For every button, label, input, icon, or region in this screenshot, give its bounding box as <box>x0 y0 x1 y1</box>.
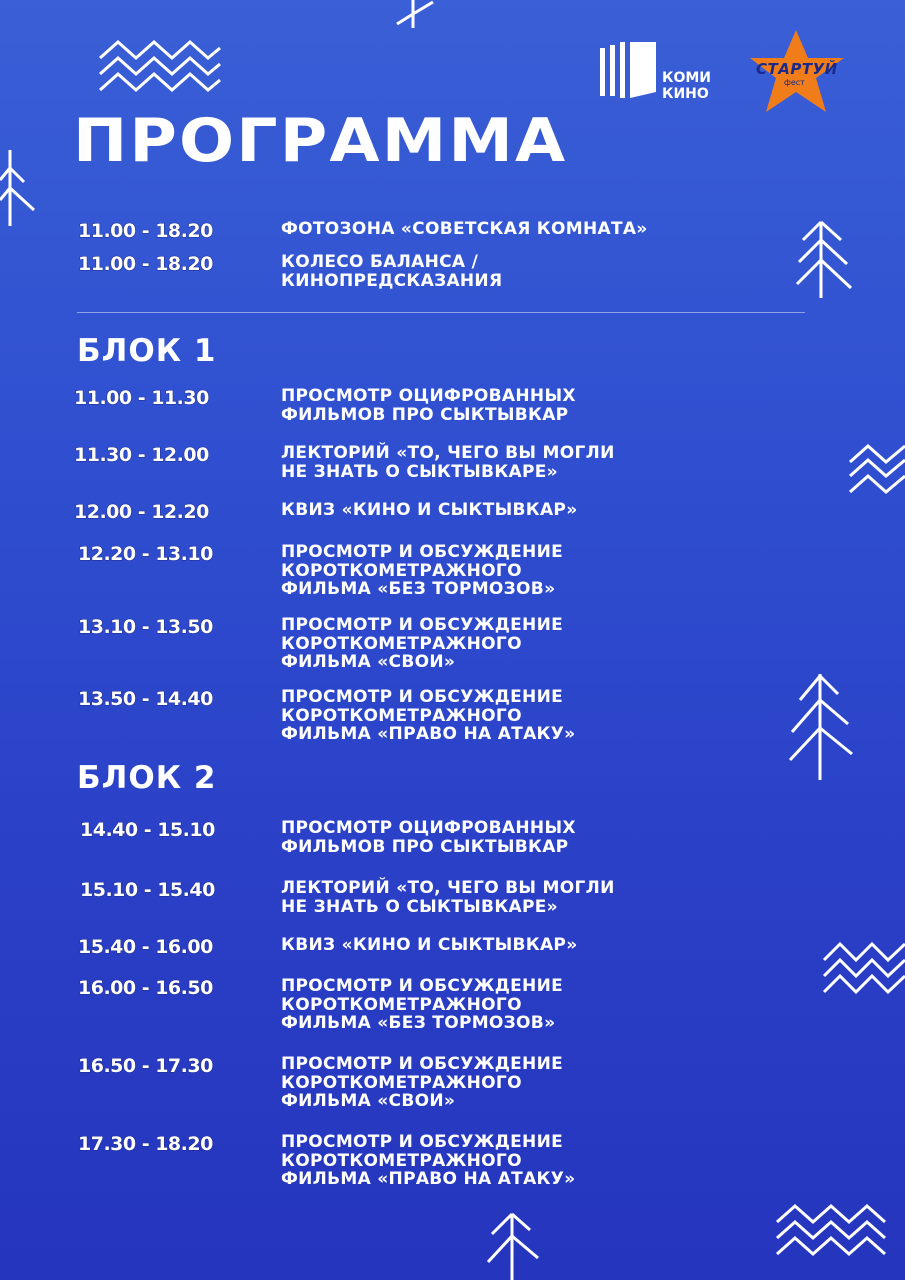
event-time: 16.00 - 16.50 <box>78 977 213 999</box>
zigzag-decoration-top-left <box>98 38 223 94</box>
event-time: 14.40 - 15.10 <box>80 819 215 841</box>
divider <box>77 312 805 313</box>
event-title: ЛЕКТОРИЙ «ТО, ЧЕГО ВЫ МОГЛИ НЕ ЗНАТЬ О СЫКТЫВКАРЕ» <box>281 443 615 482</box>
tree-decoration-right-top <box>795 220 855 300</box>
event-title: ПРОСМОТР ОЦИФРОВАННЫХ ФИЛЬМОВ ПРО СЫКТЫВКАР <box>281 386 576 425</box>
zigzag-decoration-right-2 <box>822 938 905 994</box>
block-1-title: БЛОК 1 <box>77 333 217 369</box>
event-time: 12.00 - 12.20 <box>74 501 209 523</box>
event-title: ПРОСМОТР И ОБСУЖДЕНИЕ КОРОТКОМЕТРАЖНОГО ФИЛЬМА «ПРАВО НА АТАКУ» <box>281 687 576 744</box>
komi-logo-text-line2: КИНО <box>662 86 709 102</box>
zigzag-decoration-right-1 <box>848 440 905 496</box>
event-title: КВИЗ «КИНО И СЫКТЫВКАР» <box>281 935 578 955</box>
event-title: ПРОСМОТР И ОБСУЖДЕНИЕ КОРОТКОМЕТРАЖНОГО ФИЛЬМА «БЕЗ ТОРМОЗОВ» <box>281 542 564 599</box>
komi-kino-logo-mark <box>598 42 658 100</box>
block-2-title: БЛОК 2 <box>77 760 217 796</box>
event-title: ПРОСМОТР И ОБСУЖДЕНИЕ КОРОТКОМЕТРАЖНОГО ФИЛЬМА «БЕЗ ТОРМОЗОВ» <box>281 976 564 1033</box>
event-time: 11.30 - 12.00 <box>74 444 209 466</box>
komi-kino-logo <box>598 42 718 102</box>
page-title: ПРОГРАММА <box>73 106 568 176</box>
zigzag-decoration-bottom-right <box>775 1200 887 1260</box>
event-time: 15.10 - 15.40 <box>80 879 215 901</box>
tree-decoration-right-middle <box>788 672 854 782</box>
start-fest-logo-sub: фест <box>784 78 805 87</box>
event-time: 11.00 - 18.20 <box>78 220 213 242</box>
event-title: КВИЗ «КИНО И СЫКТЫВКАР» <box>281 500 578 520</box>
event-title: ФОТОЗОНА «СОВЕТСКАЯ КОМНАТА» <box>281 219 648 239</box>
tree-decoration-top-center <box>393 0 441 28</box>
event-title: ПРОСМОТР ОЦИФРОВАННЫХ ФИЛЬМОВ ПРО СЫКТЫВКАР <box>281 818 576 857</box>
event-title: ПРОСМОТР И ОБСУЖДЕНИЕ КОРОТКОМЕТРАЖНОГО ФИЛЬМА «СВОИ» <box>281 615 564 672</box>
event-time: 13.10 - 13.50 <box>78 616 213 638</box>
start-fest-logo-word: СТАРТУЙ <box>756 60 838 78</box>
event-time: 16.50 - 17.30 <box>78 1055 213 1077</box>
tree-decoration-left <box>0 148 40 228</box>
event-title: ПРОСМОТР И ОБСУЖДЕНИЕ КОРОТКОМЕТРАЖНОГО ФИЛЬМА «СВОИ» <box>281 1054 564 1111</box>
event-time: 15.40 - 16.00 <box>78 936 213 958</box>
event-time: 11.00 - 18.20 <box>78 253 213 275</box>
event-time: 17.30 - 18.20 <box>78 1133 213 1155</box>
event-title: ЛЕКТОРИЙ «ТО, ЧЕГО ВЫ МОГЛИ НЕ ЗНАТЬ О СЫКТЫВКАРЕ» <box>281 878 615 917</box>
event-time: 11.00 - 11.30 <box>74 387 209 409</box>
start-fest-logo <box>748 28 848 116</box>
tree-decoration-bottom-center <box>484 1212 544 1280</box>
komi-logo-text-line1: КОМИ <box>662 70 711 86</box>
event-title: КОЛЕСО БАЛАНСА / КИНОПРЕДСКАЗАНИЯ <box>281 252 503 291</box>
event-time: 13.50 - 14.40 <box>78 688 213 710</box>
event-time: 12.20 - 13.10 <box>78 543 213 565</box>
event-title: ПРОСМОТР И ОБСУЖДЕНИЕ КОРОТКОМЕТРАЖНОГО ФИЛЬМА «ПРАВО НА АТАКУ» <box>281 1132 576 1189</box>
